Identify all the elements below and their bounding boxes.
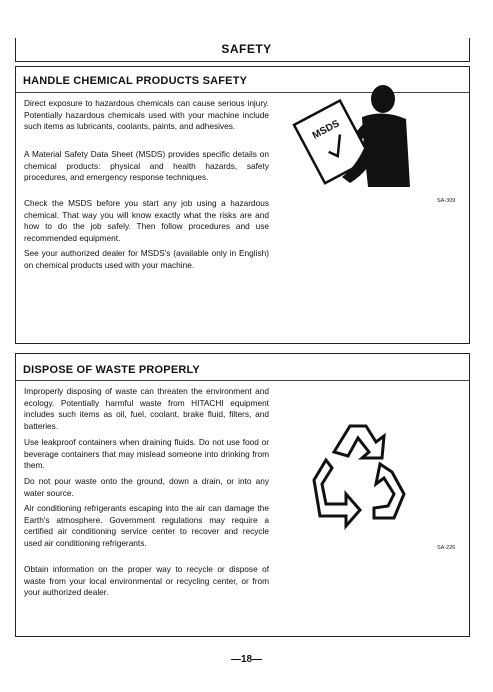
paragraph: Do not pour waste onto the ground, down a drain, or into any water source. bbox=[24, 476, 269, 498]
paragraph: See your authorized dealer for MSDS's (available only in English) on chemical products used with your machine. bbox=[24, 248, 269, 270]
paragraph: Use leakproof containers when draining fluids. Do not use food or beverage containers that may mislead someone into drinking from them. bbox=[24, 437, 269, 471]
paragraph: Obtain information on the proper way to recycle or dispose of waste from your local environmental or recycling center, or from your authorized dealer. bbox=[24, 564, 269, 598]
section-title-rule bbox=[16, 380, 469, 381]
section-title: HANDLE CHEMICAL PRODUCTS SAFETY bbox=[23, 75, 248, 87]
section-handle-chemical-products bbox=[15, 66, 470, 344]
msds-sheet-person-icon bbox=[284, 79, 436, 197]
paragraph: Check the MSDS before you start any job using a hazardous chemical. That way you will know exactly what the risks are and how to do the job safely. Then follow procedures and use recommended equipment. bbox=[24, 198, 269, 243]
recycle-arrows-icon bbox=[296, 418, 416, 538]
figure-code: SA-226 bbox=[437, 545, 456, 551]
page-number: —18— bbox=[230, 654, 263, 665]
header-bottom-rule bbox=[15, 61, 470, 62]
msds-label: MSDS bbox=[310, 118, 342, 142]
section-title: DISPOSE OF WASTE PROPERLY bbox=[23, 364, 200, 376]
paragraph: Air conditioning refrigerants escaping into the air can damage the Earth's atmosphere. Government regulations may require a certified air conditioning service center to recover and recycle used air conditioning refrigerants. bbox=[24, 503, 269, 548]
section-dispose-of-waste bbox=[15, 353, 470, 637]
paragraph: A Material Safety Data Sheet (MSDS) provides specific details on chemical products: physical and health hazards, safety procedures, and emergency response techniques. bbox=[24, 149, 269, 183]
paragraph: Direct exposure to hazardous chemicals can cause serious injury. Potentially hazardous chemicals used with your machine include such items as lubricants, coolants, paints, and adhesives. bbox=[24, 98, 269, 132]
figure-code: SA-309 bbox=[437, 198, 456, 204]
paragraph: Improperly disposing of waste can threaten the environment and ecology. Potentially harmful waste from HITACHI equipment includes such items as oil, fuel, coolant, brake fluid, filters, and batteries. bbox=[24, 386, 269, 431]
page-title: SAFETY bbox=[221, 42, 272, 56]
